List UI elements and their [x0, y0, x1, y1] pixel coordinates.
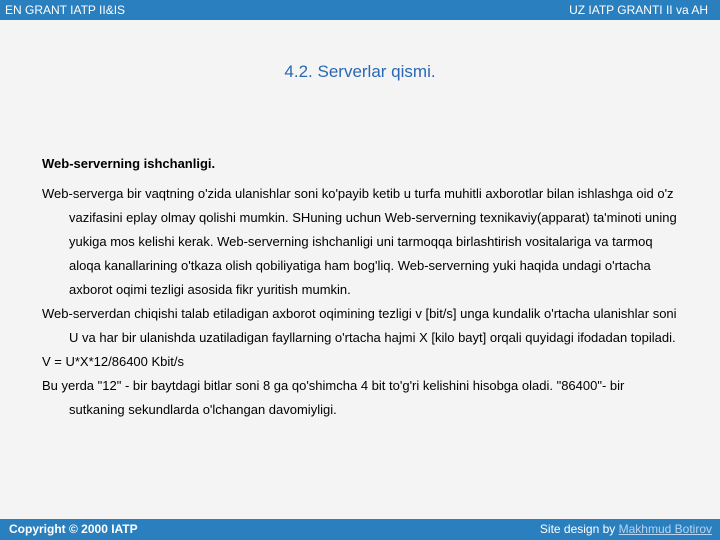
section-heading: Web-serverning ishchanligi.	[42, 156, 216, 171]
page-title: 4.2. Serverlar qismi.	[284, 62, 436, 81]
footer-bar	[0, 519, 720, 540]
header-right-text: UZ IATP GRANTI II va AH	[569, 3, 708, 17]
document-body	[42, 152, 682, 422]
site-design-credit	[540, 519, 712, 540]
header-bar	[0, 0, 720, 20]
designer-link[interactable]: Makhmud Botirov	[618, 522, 712, 536]
paragraph-1: Web-serverga bir vaqtning o'zida ulanishlar soni ko'payib ketib u turfa muhitli axborotlar bilan ishlashga oid o'z vazifasini eplay olmay qolishi mumkin. SHuning uchun Web-serverning texnikaviy(apparat) ta'minoti uning yukiga mos kelishi kerak. Web-serverning ishchanligi uni tarmoqqa birlashtirish vositalariga va tarmoq aloqa kanallarining o'tkaza olish qobiliyatiga ham bog'liq. Web-serverning yuki haqida undagi o'rtacha axborot oqimi tezligi asosida fikr yuritish mumkin.	[42, 186, 677, 297]
paragraph-2: Web-serverdan chiqishi talab etiladigan axborot oqimining tezligi v [bit/s] unga kundalik o'rtacha ulanishlar soni U va har bir ulanishda uzatiladigan fayllarning o'rtacha hajmi X [kilo bayt] orqali quyidagi ifodadan topiladi.	[42, 306, 677, 345]
copyright-text: Copyright © 2000 IATP	[9, 522, 138, 536]
design-prefix: Site design by	[539, 522, 619, 536]
header-left-text: EN GRANT IATP II&IS	[5, 3, 126, 17]
paragraph-3: Bu yerda "12" - bir baytdagi bitlar soni 8 ga qo'shimcha 4 bit to'g'ri kelishini hisobga oladi. "86400"- bir sutkaning sekundlarda o'lchangan davomiyligi.	[42, 378, 625, 417]
formula: V = U*X*12/86400 Kbit/s	[42, 354, 185, 369]
